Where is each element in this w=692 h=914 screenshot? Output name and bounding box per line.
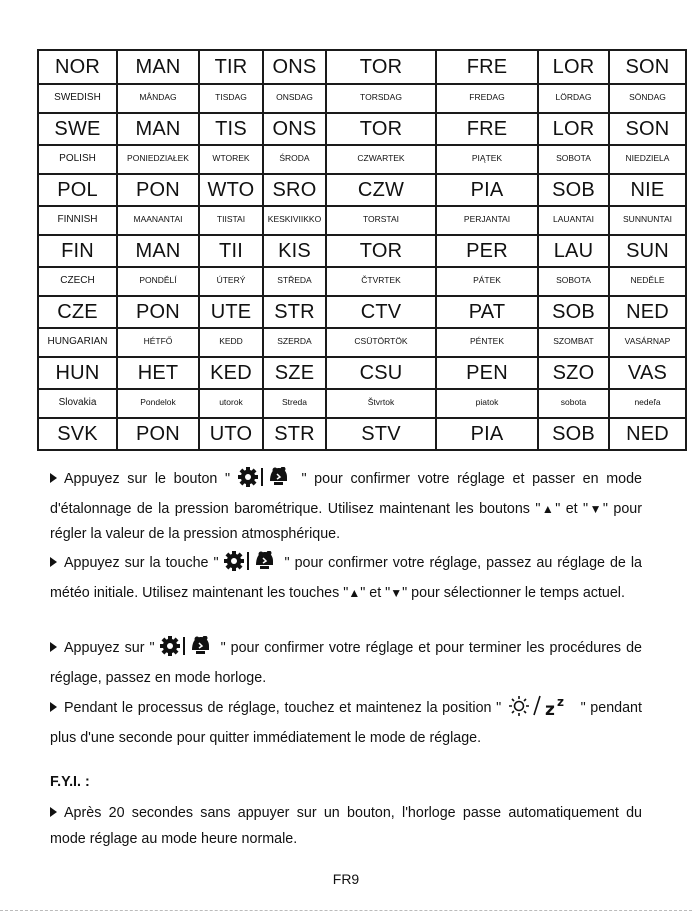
day-abbreviation-cell: SZO [538, 357, 609, 389]
day-abbreviation-cell: TIS [199, 113, 263, 145]
day-abbreviation-cell: FRE [436, 113, 538, 145]
day-abbreviation-cell: ONS [263, 113, 326, 145]
day-name-cell: Pondelok [117, 389, 199, 418]
abbreviation-row [38, 174, 686, 206]
day-name-cell: SOBOTA [538, 145, 609, 174]
day-abbreviation-cell: CZW [326, 174, 436, 206]
day-name-cell: ÚTERÝ [199, 267, 263, 296]
day-abbreviation-cell: NED [609, 418, 686, 450]
day-name-cell: CZWARTEK [326, 145, 436, 174]
fyi-paragraph: Après 20 secondes sans appuyer sur un bouton, l'horloge passe automatiquement du mode réglage au mode heure normale. [50, 805, 642, 847]
instruction-paragraph-1: Appuyez sur le bouton " " pour confirmer votre réglage et passer en mode d'étalonnage de la pression barométrique. Utilisez maintenant les boutons "▲" et "▼" pour régler la valeur de la pression atmosphérique. [50, 467, 642, 548]
day-name-cell: STŘEDA [263, 267, 326, 296]
day-abbreviation-cell: ONS [263, 50, 326, 84]
day-name-cell: KESKIVIIKKO [263, 206, 326, 235]
language-name-cell: Slovakia [38, 389, 117, 418]
day-name-cell: sobota [538, 389, 609, 418]
day-abbreviation-cell: SON [609, 50, 686, 84]
day-name-cell: CSÜTÖRTÖK [326, 328, 436, 357]
day-abbreviation-cell: FRE [436, 50, 538, 84]
day-name-cell: PÉNTEK [436, 328, 538, 357]
day-abbreviation-cell: SRO [263, 174, 326, 206]
day-name-cell: ŚRODA [263, 145, 326, 174]
language-name-cell: FINNISH [38, 206, 117, 235]
instruction-paragraph-3: Appuyez sur " " pour confirmer votre réglage et pour terminer les procédures de réglage, passez en mode horloge. [50, 636, 642, 691]
day-abbreviation-cell: CSU [326, 357, 436, 389]
bullet-arrow-icon [50, 473, 57, 483]
abbreviation-row [38, 50, 686, 84]
day-abbreviation-cell: PER [436, 235, 538, 267]
day-name-cell: NEDĚLE [609, 267, 686, 296]
day-abbreviation-cell: MAN [117, 235, 199, 267]
day-name-cell: KEDD [199, 328, 263, 357]
language-row [38, 328, 686, 357]
language-row [38, 84, 686, 113]
down-arrow-icon: ▼ [588, 501, 603, 516]
fyi-heading: F.Y.I. : [50, 774, 90, 790]
day-name-cell: PÁTEK [436, 267, 538, 296]
day-abbreviation-cell: NED [609, 296, 686, 328]
day-name-cell: NIEDZIELA [609, 145, 686, 174]
abbreviation-row [38, 418, 686, 450]
day-name-cell: piatok [436, 389, 538, 418]
day-abbreviation-cell: PON [117, 418, 199, 450]
day-name-cell: SÖNDAG [609, 84, 686, 113]
day-name-cell: WTOREK [199, 145, 263, 174]
day-abbreviation-cell: TOR [326, 235, 436, 267]
day-abbreviation-cell: UTO [199, 418, 263, 450]
light-snooze-icon [506, 694, 576, 726]
weekday-abbreviation-table [37, 49, 687, 451]
instruction-paragraph-4: Pendant le processus de réglage, touchez et maintenez la position " z z " pendant plus d'une seconde pour quitter immédiatement le mode de réglage. [50, 695, 642, 746]
day-name-cell: MÅNDAG [117, 84, 199, 113]
day-abbreviation-cell: STR [263, 418, 326, 450]
day-abbreviation-cell: MAN [117, 113, 199, 145]
day-abbreviation-cell: PIA [436, 418, 538, 450]
day-name-cell: PIĄTEK [436, 145, 538, 174]
abbreviation-row [38, 235, 686, 267]
day-abbreviation-cell: SOB [538, 296, 609, 328]
svg-text:z: z [544, 700, 555, 716]
day-name-cell: TISDAG [199, 84, 263, 113]
day-abbreviation-cell: KIS [263, 235, 326, 267]
bullet-arrow-icon [50, 557, 57, 567]
day-abbreviation-cell: STV [326, 418, 436, 450]
day-name-cell: TIISTAI [199, 206, 263, 235]
bullet-arrow-icon [50, 642, 57, 652]
day-abbreviation-cell: SOB [538, 418, 609, 450]
day-name-cell: FREDAG [436, 84, 538, 113]
language-code-cell: NOR [38, 50, 117, 84]
day-abbreviation-cell: SOB [538, 174, 609, 206]
day-abbreviation-cell: TII [199, 235, 263, 267]
up-arrow-icon: ▲ [348, 585, 361, 600]
bullet-arrow-icon [50, 702, 57, 712]
day-abbreviation-cell: TOR [326, 50, 436, 84]
day-name-cell: SUNNUNTAI [609, 206, 686, 235]
language-name-cell: SWEDISH [38, 84, 117, 113]
day-name-cell: VASÁRNAP [609, 328, 686, 357]
svg-text:z: z [556, 695, 564, 709]
down-arrow-icon: ▼ [390, 585, 403, 600]
day-abbreviation-cell: PEN [436, 357, 538, 389]
page-bottom-divider [0, 910, 692, 911]
language-name-cell: HUNGARIAN [38, 328, 117, 357]
day-name-cell: SOBOTA [538, 267, 609, 296]
day-abbreviation-cell: VAS [609, 357, 686, 389]
day-abbreviation-cell: TIR [199, 50, 263, 84]
day-name-cell: nedeľa [609, 389, 686, 418]
language-code-cell: FIN [38, 235, 117, 267]
day-abbreviation-cell: PAT [436, 296, 538, 328]
day-abbreviation-cell: MAN [117, 50, 199, 84]
day-name-cell: Štvrtok [326, 389, 436, 418]
day-abbreviation-cell: LOR [538, 113, 609, 145]
gear-and-alarm-icon [238, 467, 294, 497]
day-abbreviation-cell: STR [263, 296, 326, 328]
bullet-arrow-icon [50, 807, 57, 817]
day-name-cell: PONIEDZIAŁEK [117, 145, 199, 174]
day-name-cell: LÖRDAG [538, 84, 609, 113]
instruction-paragraph-2: Appuyez sur la touche " " pour confirmer votre réglage, passez au réglage de la météo initiale. Utilisez maintenant les touches "▲" et "▼" pour sélectionner le temps actuel. [50, 551, 642, 606]
day-name-cell: utorok [199, 389, 263, 418]
day-name-cell: SZERDA [263, 328, 326, 357]
day-abbreviation-cell: UTE [199, 296, 263, 328]
language-code-cell: CZE [38, 296, 117, 328]
day-abbreviation-cell: LAU [538, 235, 609, 267]
up-arrow-icon: ▲ [540, 501, 556, 516]
day-abbreviation-cell: TOR [326, 113, 436, 145]
language-code-cell: SWE [38, 113, 117, 145]
day-name-cell: HÉTFŐ [117, 328, 199, 357]
gear-and-alarm-icon [224, 551, 280, 581]
day-name-cell: ČTVRTEK [326, 267, 436, 296]
gear-and-alarm-icon [160, 636, 216, 666]
language-row [38, 145, 686, 174]
language-code-cell: HUN [38, 357, 117, 389]
language-name-cell: CZECH [38, 267, 117, 296]
day-abbreviation-cell: LOR [538, 50, 609, 84]
language-row [38, 267, 686, 296]
day-name-cell: LAUANTAI [538, 206, 609, 235]
day-name-cell: PONDĚLÍ [117, 267, 199, 296]
day-name-cell: SZOMBAT [538, 328, 609, 357]
day-abbreviation-cell: NIE [609, 174, 686, 206]
abbreviation-row [38, 296, 686, 328]
day-name-cell: PERJANTAI [436, 206, 538, 235]
day-abbreviation-cell: PIA [436, 174, 538, 206]
abbreviation-row [38, 113, 686, 145]
language-name-cell: POLISH [38, 145, 117, 174]
page-number: FR9 [332, 871, 360, 887]
language-code-cell: SVK [38, 418, 117, 450]
language-row [38, 389, 686, 418]
day-abbreviation-cell: PON [117, 174, 199, 206]
day-abbreviation-cell: PON [117, 296, 199, 328]
day-abbreviation-cell: KED [199, 357, 263, 389]
day-name-cell: MAANANTAI [117, 206, 199, 235]
day-abbreviation-cell: WTO [199, 174, 263, 206]
day-name-cell: ONSDAG [263, 84, 326, 113]
day-abbreviation-cell: HET [117, 357, 199, 389]
day-abbreviation-cell: SZE [263, 357, 326, 389]
day-abbreviation-cell: CTV [326, 296, 436, 328]
language-code-cell: POL [38, 174, 117, 206]
day-name-cell: TORSTAI [326, 206, 436, 235]
day-name-cell: TORSDAG [326, 84, 436, 113]
day-name-cell: Streda [263, 389, 326, 418]
day-abbreviation-cell: SON [609, 113, 686, 145]
abbreviation-row [38, 357, 686, 389]
language-row [38, 206, 686, 235]
day-abbreviation-cell: SUN [609, 235, 686, 267]
